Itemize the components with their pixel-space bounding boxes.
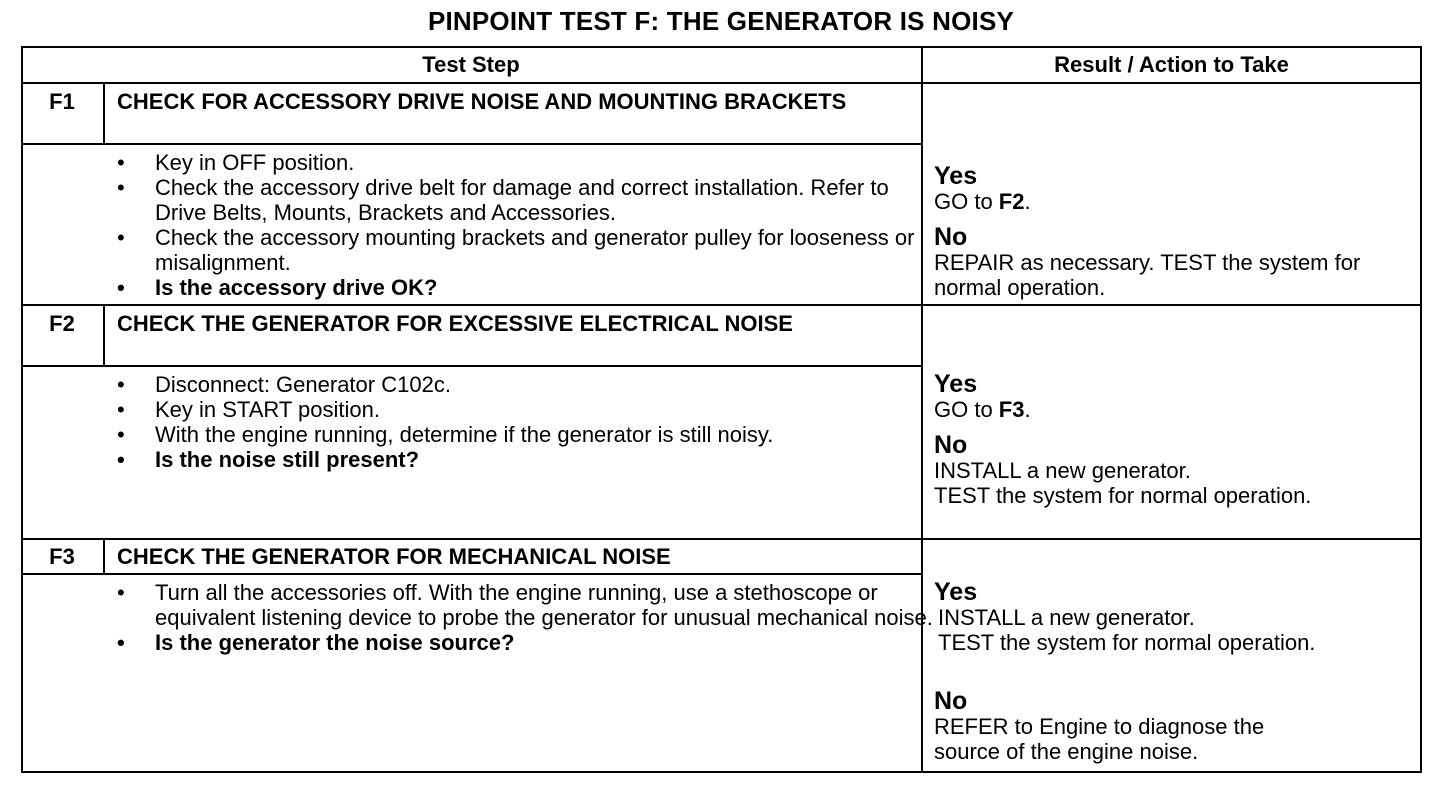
table-border-left (21, 46, 23, 773)
no-label: No (934, 223, 968, 251)
list-item: • Key in START position. (117, 397, 935, 422)
yes-step-ref: F2 (998, 189, 1025, 214)
step-id-divider-f2 (103, 304, 105, 366)
header-test-step: Test Step (422, 52, 520, 77)
step-title-underline-f1 (21, 143, 922, 145)
step-title-f3: CHECK THE GENERATOR FOR MECHANICAL NOISE (117, 544, 671, 569)
step-bullets-f1 (117, 150, 935, 300)
list-item: • Key in OFF position. (117, 150, 935, 175)
header-result-action: Result / Action to Take (1054, 52, 1289, 77)
step-id-f3: F3 (49, 544, 75, 569)
list-item-question: • Is the generator the noise source? (117, 630, 935, 655)
list-item: • With the engine running, determine if the generator is still noisy. (117, 422, 935, 447)
list-item: • Check the accessory drive belt for damage and correct installation. Refer to Drive Belts, Mounts, Brackets and Accessories. (117, 175, 935, 225)
yes-action (934, 397, 1414, 422)
step-id-divider-f1 (103, 82, 105, 144)
no-action: REPAIR as necessary. TEST the system for normal operation. (934, 250, 1361, 300)
yes-label: Yes (934, 162, 978, 190)
list-item-question: • Is the noise still present? (117, 447, 935, 472)
page-title: PINPOINT TEST F: THE GENERATOR IS NOISY (427, 6, 1015, 36)
step-id-divider-f3 (103, 538, 105, 575)
pinpoint-test-table (21, 46, 1422, 773)
yes-action (934, 189, 1414, 214)
step-title-underline-f2 (21, 365, 922, 367)
step-id-f2: F2 (49, 311, 75, 336)
step-id-f1: F1 (49, 89, 75, 114)
row-divider-f2 (21, 538, 1422, 540)
list-item: • Check the accessory mounting brackets and generator pulley for looseness or misalignment. (117, 225, 935, 275)
yes-action-end: . (1024, 397, 1031, 422)
table-border-bottom (21, 771, 1422, 773)
no-action: REFER to Engine to diagnose the source of the engine noise. (934, 714, 1265, 764)
row-divider-f1 (21, 304, 1422, 306)
no-action-line: INSTALL a new generator. (934, 458, 1191, 483)
yes-action-text: GO to (934, 189, 999, 214)
table-border-top (21, 46, 1422, 48)
step-bullets-f2 (117, 372, 935, 472)
yes-action-line: INSTALL a new generator. (938, 605, 1195, 630)
yes-action-end: . (1024, 189, 1031, 214)
no-action-line: TEST the system for normal operation. (934, 483, 1312, 508)
header-divider (21, 82, 1422, 84)
result-f1 (934, 163, 1414, 300)
yes-label: Yes (934, 578, 978, 606)
list-item-question: • Is the accessory drive OK? (117, 275, 935, 300)
step-title-underline-f3 (21, 573, 922, 575)
no-label: No (934, 431, 968, 459)
no-label: No (934, 687, 968, 715)
list-item: • Turn all the accessories off. With the engine running, use a stethoscope or equivalent listening device to probe the generator for unusual mechanical noise. (117, 580, 935, 630)
list-item: • Disconnect: Generator C102c. (117, 372, 935, 397)
step-bullets-f3 (117, 580, 935, 655)
yes-step-ref: F3 (998, 397, 1025, 422)
table-border-right (1420, 46, 1422, 773)
result-f3 (934, 579, 1414, 764)
yes-label: Yes (934, 370, 978, 398)
step-title-f1: CHECK FOR ACCESSORY DRIVE NOISE AND MOUNTING BRACKETS (117, 89, 847, 114)
step-title-f2: CHECK THE GENERATOR FOR EXCESSIVE ELECTRICAL NOISE (117, 311, 793, 336)
result-f2 (934, 371, 1414, 508)
yes-action-line: TEST the system for normal operation. (938, 630, 1316, 655)
yes-action-text: GO to (934, 397, 999, 422)
